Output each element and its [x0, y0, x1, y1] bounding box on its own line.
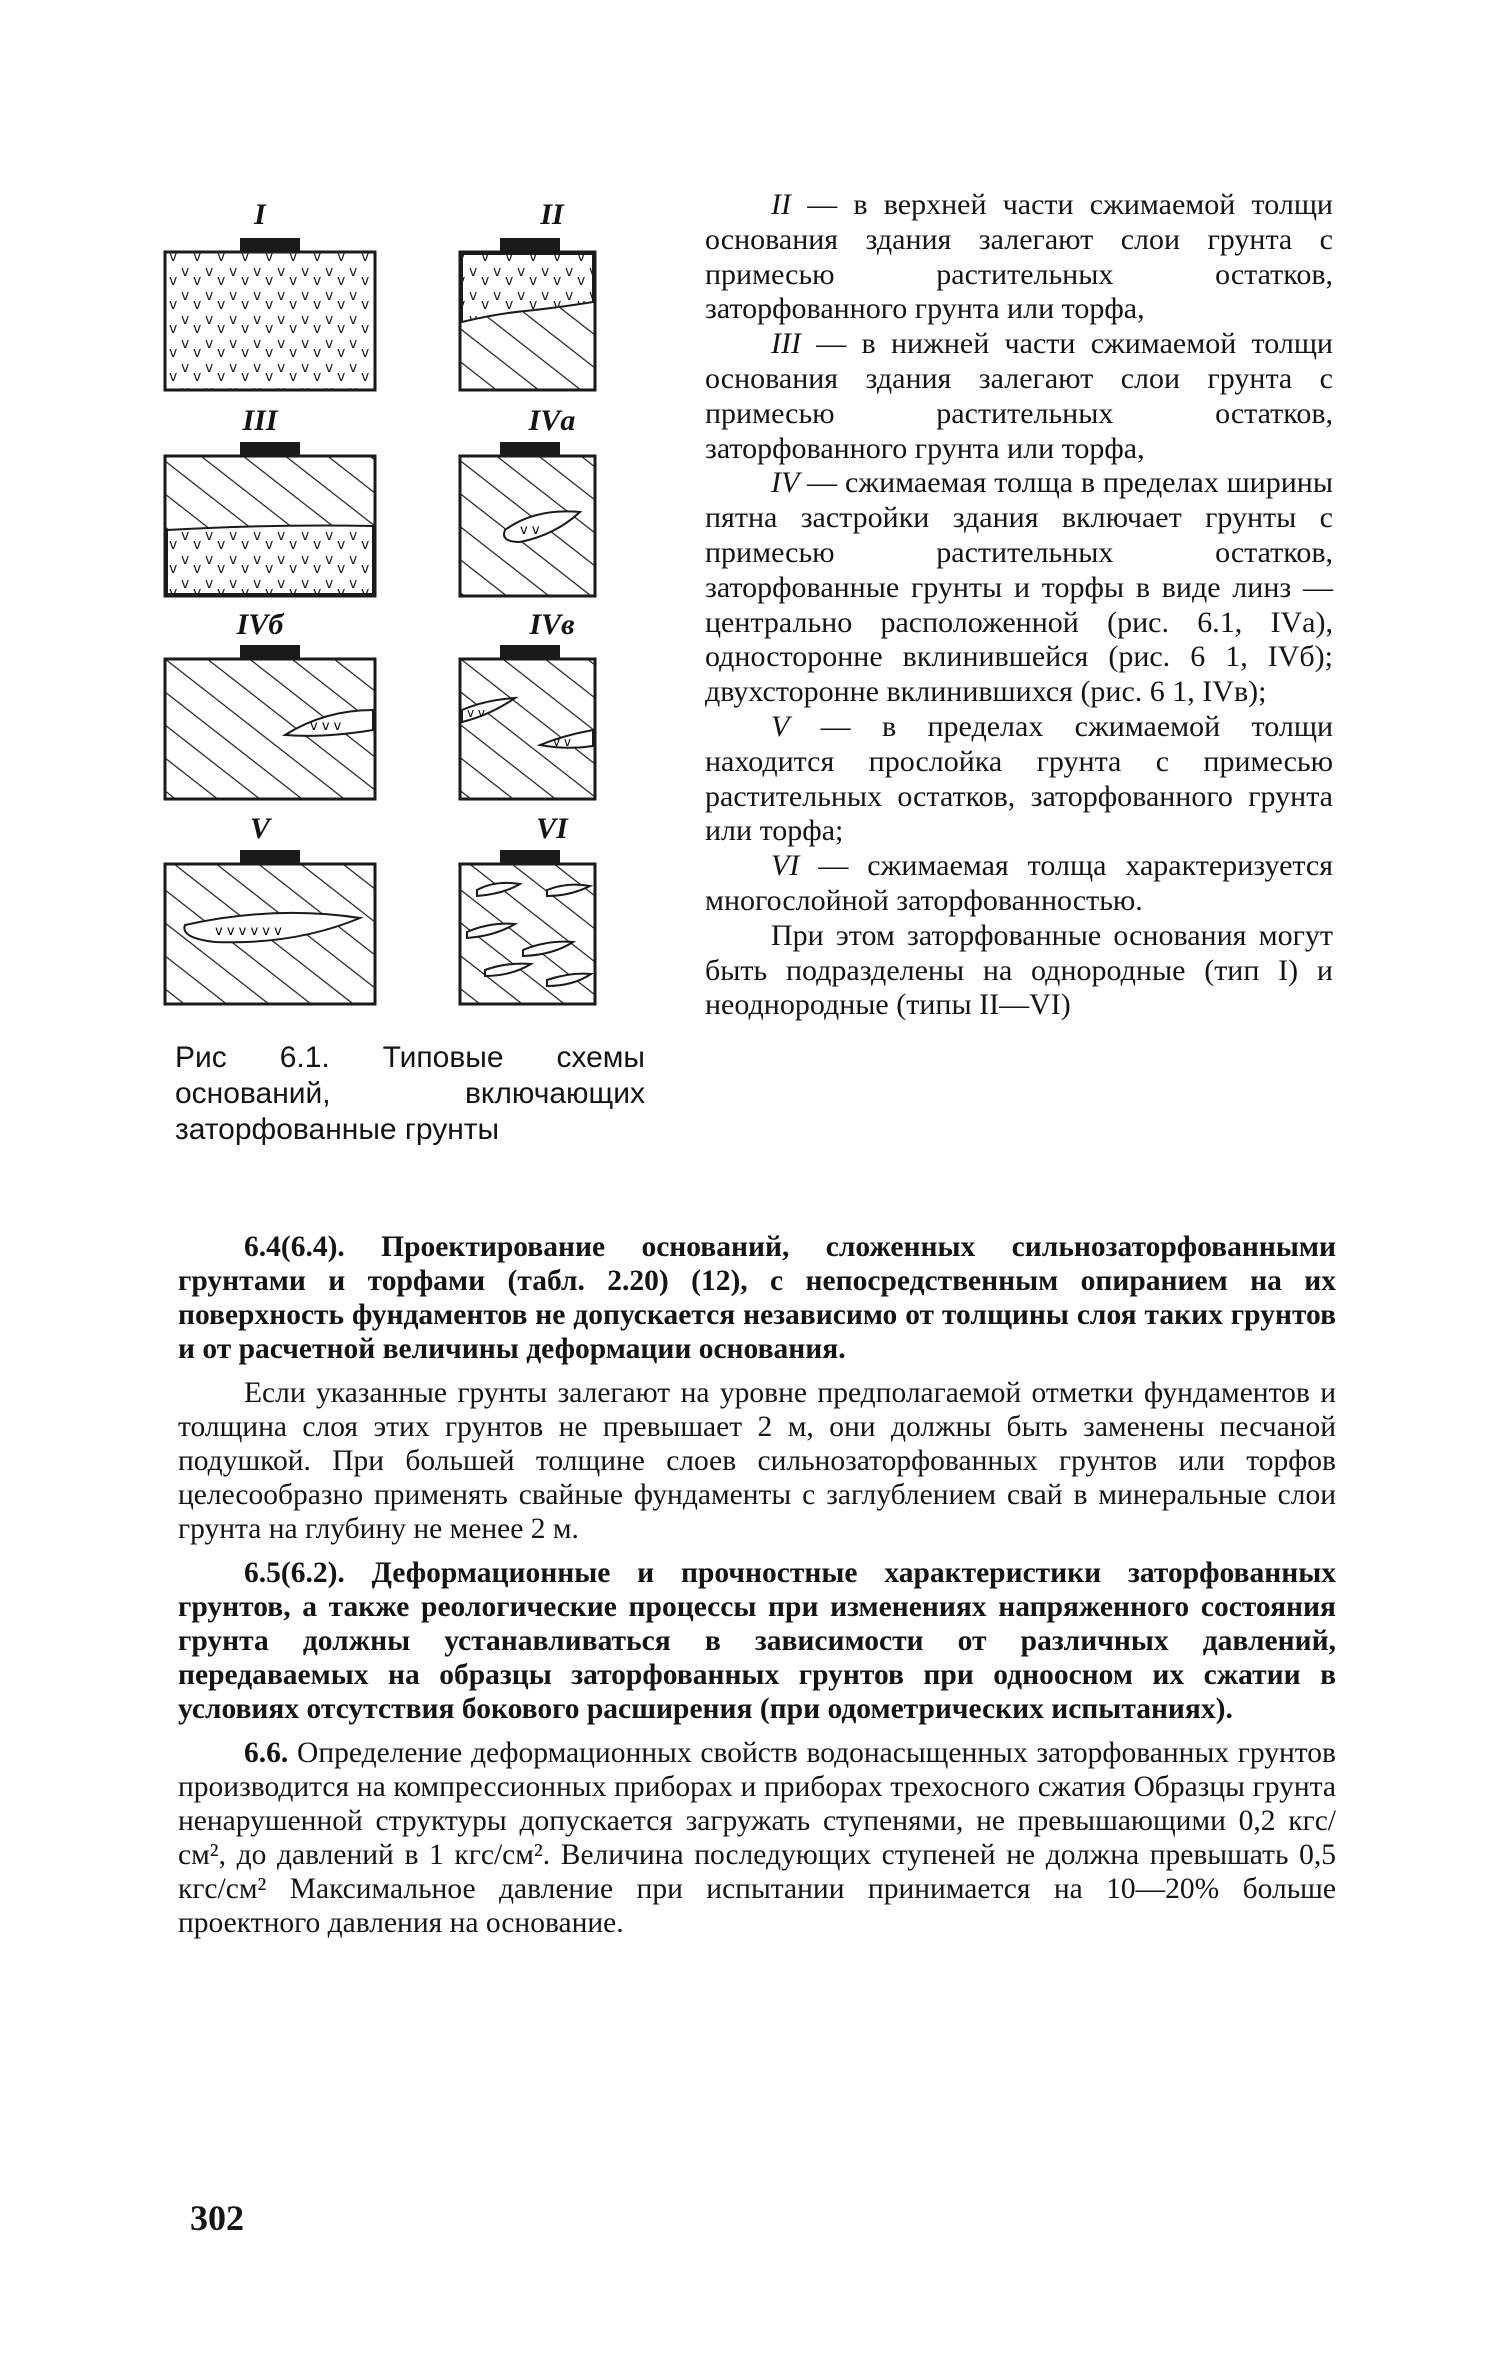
- scheme-III: [165, 442, 375, 596]
- scheme-II: [460, 238, 595, 390]
- scheme-V: [165, 850, 375, 1004]
- paragraph-6-6: [178, 1736, 1336, 1940]
- scheme-I: [165, 238, 375, 390]
- paragraph-6-6-number: 6.6.: [244, 1737, 289, 1769]
- types-summary: При этом заторфованные основания могут быть подразделены на однородные (тип I) и неоднородные (типы II—VI): [705, 918, 1333, 1022]
- scheme-IVv: [460, 645, 595, 799]
- svg-text:v v v: v v v: [310, 719, 342, 734]
- paragraph-6-6-text: Определение деформационных свойств водонасыщенных заторфованных грунтов производится на компрессионных приборах и приборах трехосного сжатия Образцы грунта ненарушенной структуры допускается загружать ступенями, не превышающими 0,2 кгс/см², до давлений в 1 кгс/см². Величина последующих ступеней не должна превышать 0,5 кгс/см² Максимальное давление при испытании принимается на 10—20% больше проектного давления на основание.: [178, 1737, 1336, 1939]
- type-III-text: — в нижней части сжимаемой толщи основания здания залегают слои грунта с примесью растительных остатков, заторфованного грунта или торфа,: [705, 327, 1333, 465]
- type-II-num: II: [771, 188, 791, 221]
- figure-6-1-diagram: [155, 190, 675, 1020]
- type-III-description: [705, 327, 1333, 466]
- label-V: V: [249, 812, 270, 845]
- type-IV-description: [705, 466, 1333, 710]
- paragraph-6-4: 6.4(6.4). Проектирование оснований, сложенных сильнозаторфованными грунтами и торфами (табл. 2.20) (12), с непосредственным опиранием на их поверхность фундаментов не допускается независимо от толщины слоя таких грунтов и от расчетной величины деформации основания.: [178, 1231, 1336, 1365]
- scheme-IVa: [460, 442, 595, 596]
- label-IVb: IVб: [236, 608, 284, 641]
- right-column: [705, 188, 1333, 1023]
- type-IV-text: — сжимаемая толща в пределах ширины пятна застройки здания включает грунты с примесью растительных остатков, заторфованные грунты и торфы в виде линз — центрально расположенной (рис. 6.1, IVа), односторонне вклинившейся (рис. 6 1, IVб); двухсторонне вклинившихся (рис. 6 1, IVв);: [705, 466, 1333, 709]
- figure-caption: Рис 6.1. Типовые схемы оснований, включающих заторфованные грунты: [175, 1041, 645, 1146]
- type-VI-description: [705, 849, 1333, 919]
- type-II-text: — в верхней части сжимаемой толщи основания здания залегают слои грунта с примесью растительных остатков, заторфованного грунта или торфа,: [705, 188, 1333, 326]
- scheme-IVb: [165, 645, 375, 799]
- type-VI-text: — сжимаемая толща характеризуется многослойной заторфованностью.: [705, 849, 1333, 917]
- label-III: III: [242, 404, 278, 437]
- type-II-description: [705, 188, 1333, 327]
- svg-text:v v: v v: [553, 735, 572, 749]
- label-IVa: IVа: [528, 404, 576, 437]
- paragraph-6-5: 6.5(6.2). Деформационные и прочностные характеристики заторфованных грунтов, а также реологические процессы при изменениях напряженного состояния грунта должны устанавливаться в зависимости от различных давлений, передаваемых на образцы заторфованных грунтов при одноосном их сжатии в условиях отсутствия бокового расширения (при одометрических испытаниях).: [178, 1557, 1336, 1725]
- scheme-VI: [460, 850, 595, 1004]
- label-IVv: IVв: [529, 608, 575, 641]
- label-II: II: [540, 198, 564, 231]
- label-VI: VI: [536, 812, 568, 845]
- svg-text:v v v v v v: v v v v v v: [215, 924, 282, 939]
- type-IV-num: IV: [771, 466, 800, 500]
- type-VI-num: VI: [771, 849, 800, 883]
- svg-text:v v: v v: [467, 706, 486, 720]
- main-text: [178, 1230, 1336, 1950]
- type-V-num: V: [771, 709, 790, 743]
- type-V-text: — в пределах сжимаемой толщи находится прослойка грунта с примесью растительных остатков, заторфованного грунта или торфа;: [705, 709, 1333, 848]
- label-I: I: [254, 198, 266, 231]
- type-V-description: [705, 710, 1333, 849]
- svg-text:v v: v v: [520, 523, 540, 538]
- paragraph-6-4-continued: Если указанные грунты залегают на уровне предполагаемой отметки фундаментов и толщина слоя этих грунтов не превышает 2 м, они должны быть заменены песчаной подушкой. При большей толщине слоев сильнозаторфованных грунтов или торфов целесообразно применять свайные фундаменты с заглублением свай в минеральные слои грунта на глубину не менее 2 м.: [178, 1377, 1336, 1545]
- page-number: 302: [190, 2198, 244, 2238]
- type-III-num: III: [771, 327, 801, 361]
